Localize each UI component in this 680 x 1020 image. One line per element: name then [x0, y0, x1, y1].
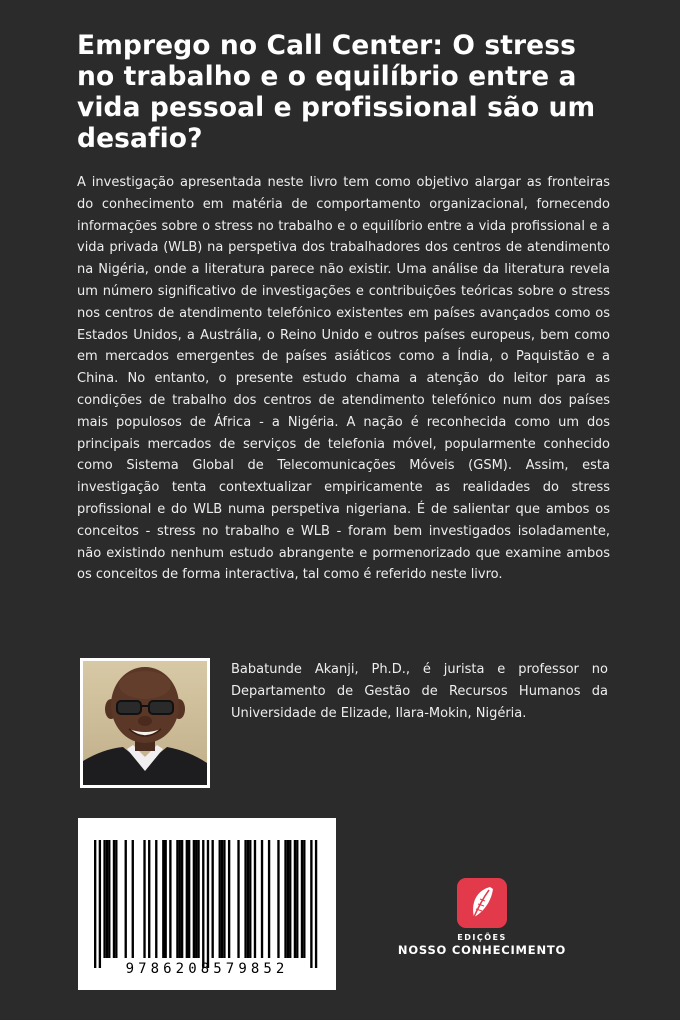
barcode-bar [202, 840, 204, 968]
barcode-bar [249, 840, 251, 958]
barcode-bar [176, 840, 178, 958]
barcode-bar [294, 840, 296, 958]
barcode-bar [99, 840, 101, 968]
barcode-bar [179, 840, 181, 958]
barcode-bar [254, 840, 256, 958]
barcode-bar [303, 840, 305, 958]
barcode-bar [155, 840, 157, 958]
barcode-bar [186, 840, 188, 958]
book-title: Emprego no Call Center: O stress no trabalho e o equilíbrio entre a vida pessoal e profissional são um desafio? [77, 30, 596, 154]
author-portrait-image [83, 661, 207, 785]
barcode-bar [296, 840, 298, 958]
barcode-bar [277, 840, 279, 958]
barcode-bar [268, 840, 270, 958]
barcode-bar [143, 840, 145, 958]
barcode-bar [195, 840, 197, 958]
barcode-bar [193, 840, 195, 958]
author-bio: Babatunde Akanji, Ph.D., é jurista e professor no Departamento de Gestão de Recursos Humanos da Universidade de Elizade, Ilara-Mokin, Nigéria. [231, 662, 608, 721]
barcode-bar [148, 840, 150, 958]
barcode-bar [287, 840, 289, 958]
barcode-bar [207, 840, 209, 968]
barcode-bar [188, 840, 190, 958]
barcode-bar [115, 840, 117, 958]
barcode-bar [315, 840, 317, 968]
barcode-bar [132, 840, 134, 958]
book-description: A investigação apresentada neste livro tem como objetivo alargar as fronteiras do conhecimento em matéria de comportamento organizacional, fornecendo informações sobre o stress no trabalho e o equilíbrio entre a vida profissional e a vida privada (WLB) na perspetiva dos trabalhadores dos centros de atendimento na Nigéria, onde a literatura parece não existir. Uma análise da literatura revela um número significativo de investigações e contribuições teóricas sobre o stress nos centros de atendimento telefónico existentes em países avançados como os Estados Unidos, a Austrália, o Reino Unido e outros países europeus, bem como em mercados emergentes de países asiáticos como a Índia, o Paquistão e a China. No entanto, o presente estudo chama a atenção do leitor para as condições de trabalho dos centros de atendimento telefónico num dos países mais populosos de África - a Nigéria. A nação é reconhecida como um dos principais mercados de serviços de telefonia móvel, popularmente conhecido como Sistema Global de Telecomunicações Móveis (GSM). Assim, esta investigação tenta contextualizar empiricamente as realidades do stress profissional e do WLB numa perspetiva nigeriana. É de salientar que ambos os conceitos - stress no trabalho e WLB - foram bem investigados isoladamente, não existindo nenhum estudo abrangente e pormenorizado que examine ambos os conceitos de forma interactiva, tal como é referido neste livro. [77, 175, 610, 583]
barcode-bar [165, 840, 167, 958]
barcode-bar [181, 840, 183, 958]
barcode-bar [113, 840, 115, 958]
barcode-bar [223, 840, 225, 958]
barcode-bar [310, 840, 312, 968]
barcode-bar [301, 840, 303, 958]
isbn-barcode [78, 818, 336, 990]
publisher-logo [392, 878, 572, 957]
barcode-bar [228, 840, 230, 958]
barcode-bar [197, 840, 199, 958]
barcode-bar [103, 840, 105, 958]
barcode-bar [169, 840, 171, 958]
publisher-name: NOSSO CONHECIMENTO [397, 943, 567, 957]
author-photo [80, 658, 210, 788]
barcode-bar [289, 840, 291, 958]
isbn-number: 9786208579852 [125, 961, 289, 977]
barcode-bar [261, 840, 263, 958]
barcode-bar [219, 840, 221, 958]
barcode-bar [237, 840, 239, 958]
feather-icon [457, 878, 507, 928]
barcode-bar [94, 840, 96, 968]
barcode-bar [284, 840, 286, 958]
barcode-bar [162, 840, 164, 958]
publisher-label: EDIÇÕES [457, 933, 507, 942]
barcode-bar [221, 840, 223, 958]
barcode-bar [247, 840, 249, 958]
barcode-bar [125, 840, 127, 958]
barcode-bar [212, 840, 214, 958]
barcode-bar [244, 840, 246, 958]
barcode-bar [106, 840, 108, 958]
barcode-bar [108, 840, 110, 958]
